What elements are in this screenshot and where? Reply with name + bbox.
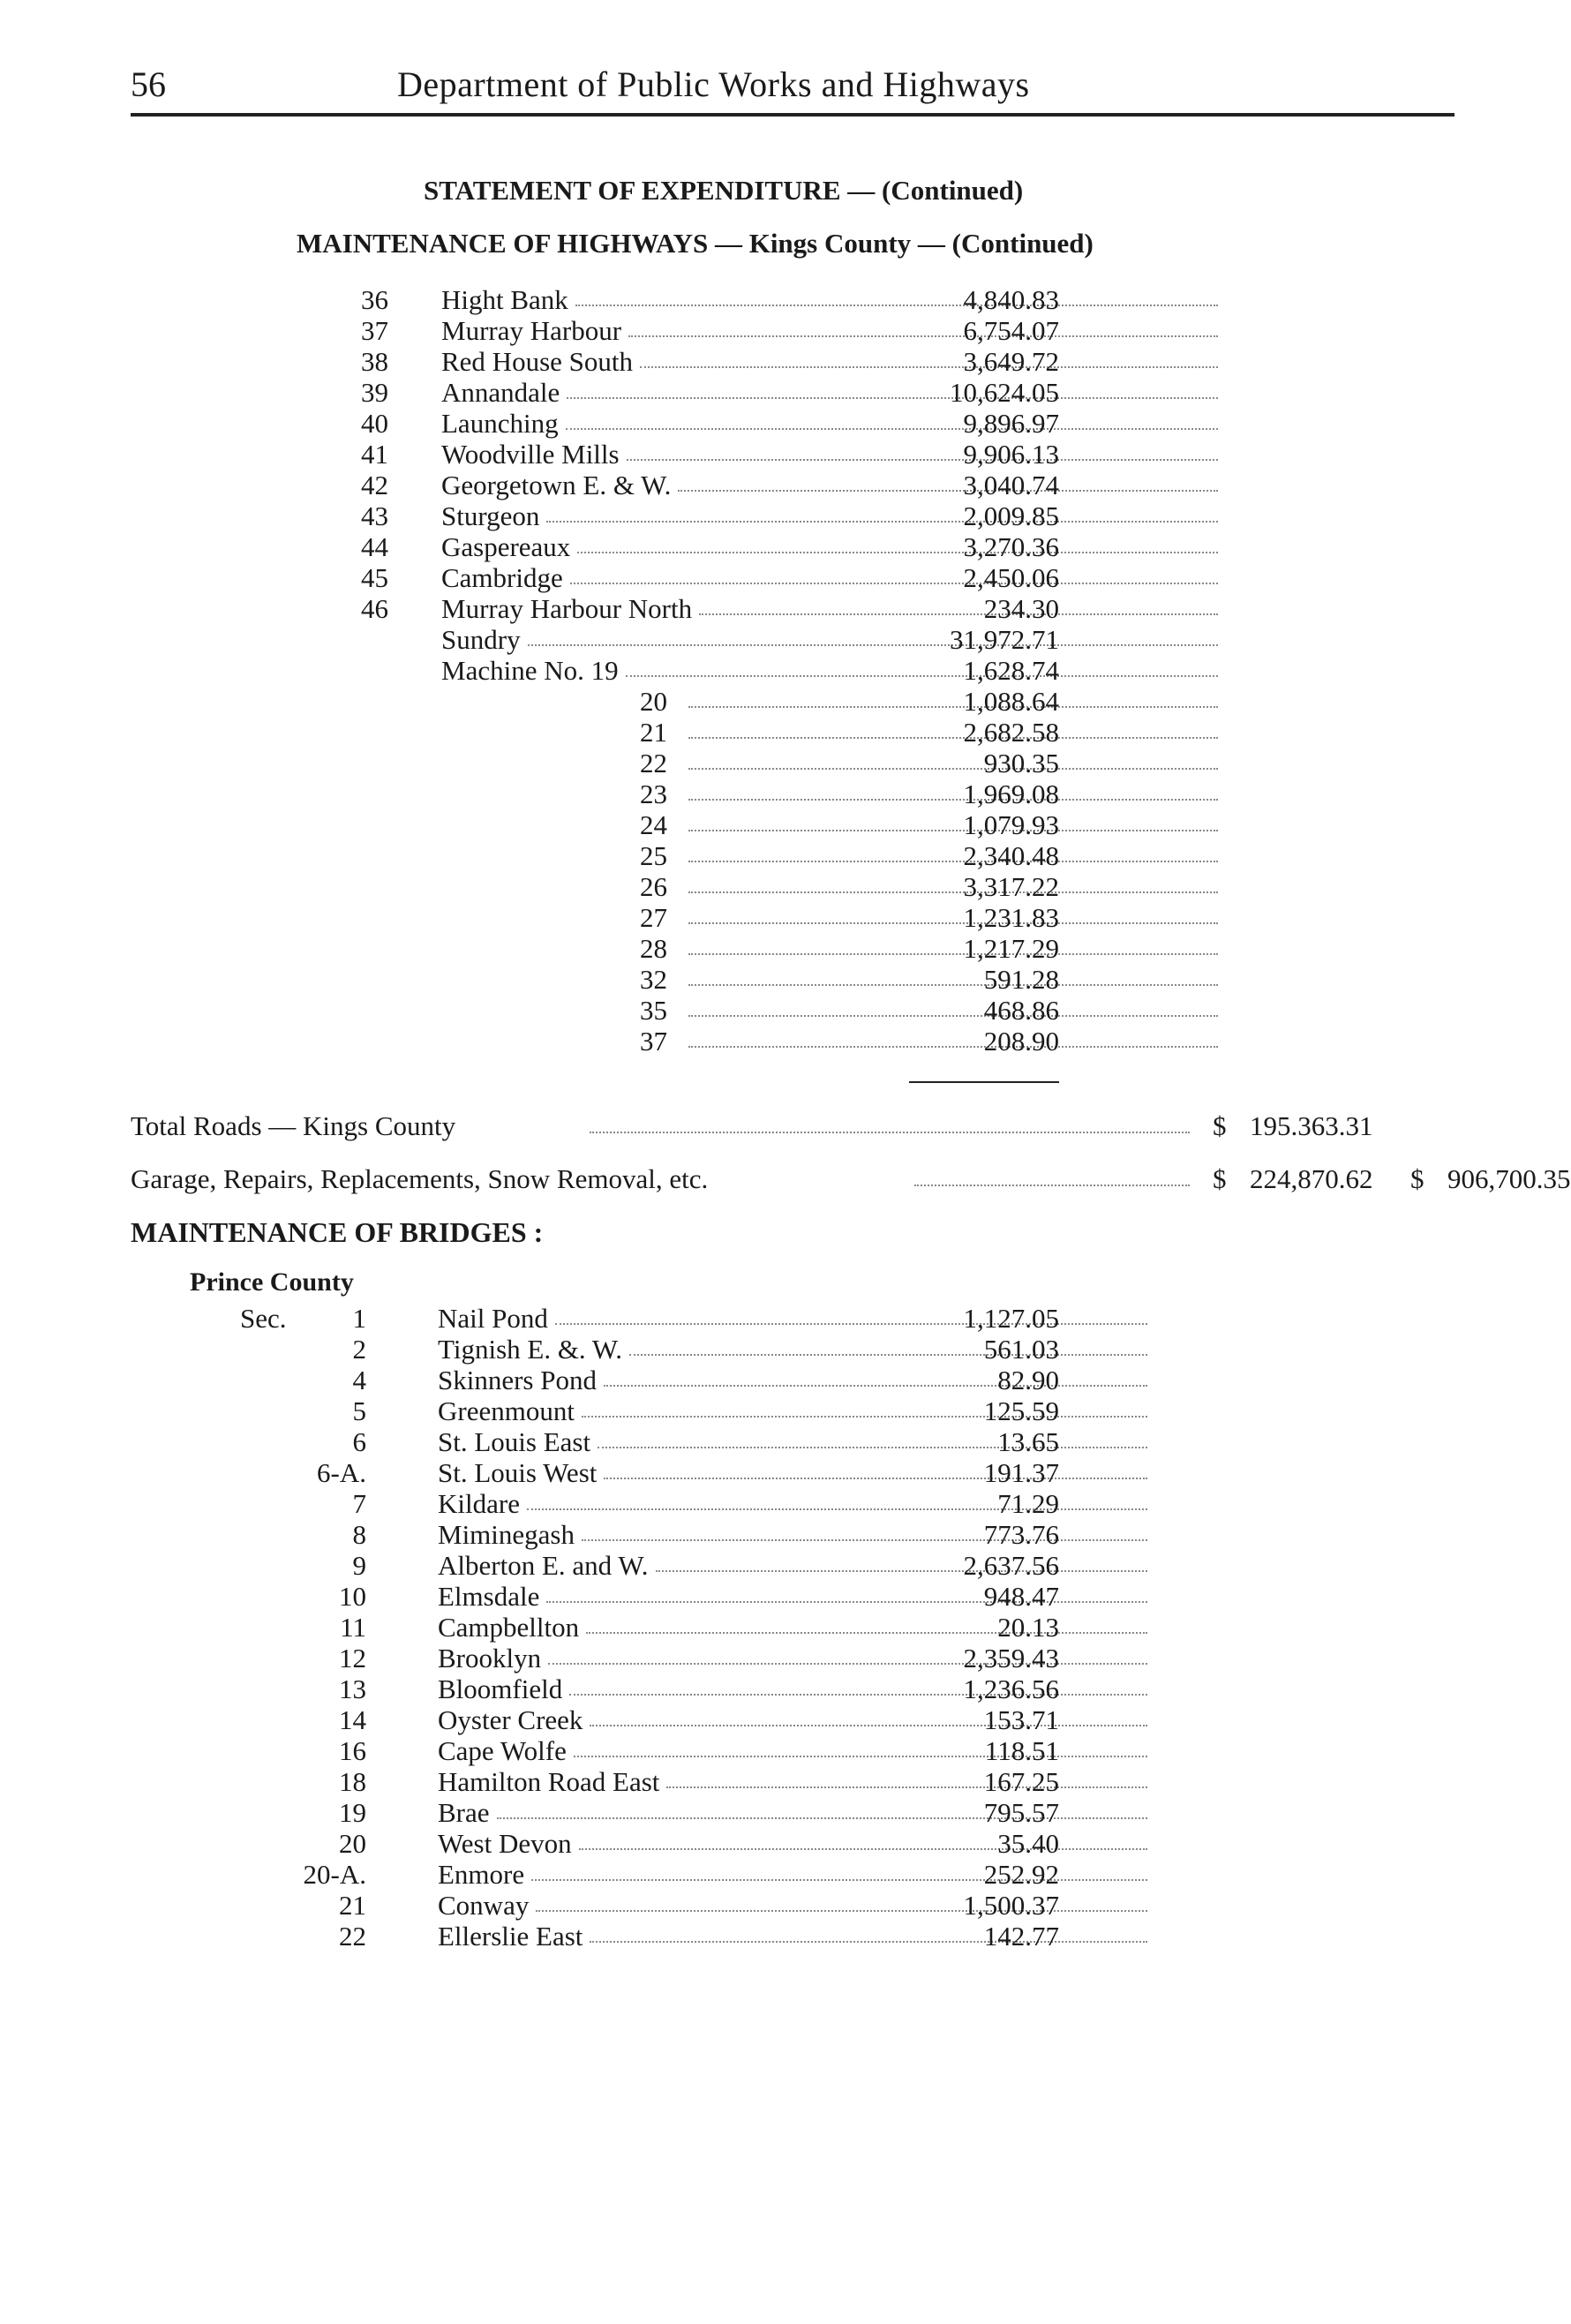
page-header [131, 58, 1454, 115]
table-row [335, 284, 1059, 315]
section-number: 45 [361, 562, 388, 593]
amount: 13.65 [997, 1426, 1059, 1457]
garage-label: Garage, Repairs, Replacements, Snow Removal, etc. [131, 1163, 709, 1194]
table-row [265, 1488, 1059, 1519]
dot-leader [546, 521, 1218, 523]
table-row [265, 1828, 1059, 1859]
section-number: 20 [339, 1828, 366, 1859]
amount: 773.76 [983, 1519, 1059, 1550]
table-row [265, 1334, 1059, 1365]
bridge-name: Tignish E. &. W. [438, 1334, 623, 1365]
table-row [335, 377, 1059, 408]
amount: 2,682.58 [963, 717, 1059, 748]
dot-leader [528, 644, 1218, 646]
table-row [265, 1673, 1059, 1704]
bridge-name: Ellerslie East [438, 1921, 583, 1952]
amount: 71.29 [997, 1488, 1059, 1519]
amount: 468.86 [983, 995, 1059, 1026]
table-row [265, 1797, 1059, 1828]
dot-leader [688, 1046, 1218, 1048]
section-number: 11 [340, 1612, 366, 1643]
amount: 20.13 [997, 1612, 1059, 1643]
amount: 1,079.93 [963, 809, 1059, 840]
amount: 191.37 [983, 1457, 1059, 1488]
table-row [265, 1426, 1059, 1457]
section-number: 41 [361, 439, 388, 470]
bridge-name: St. Louis West [438, 1457, 598, 1488]
dot-leader [688, 737, 1218, 739]
dot-leader [626, 675, 1218, 677]
section-number: 2 [352, 1334, 366, 1365]
table-row [335, 562, 1059, 593]
garage-amount: 224,870.62 [1250, 1163, 1373, 1194]
machine-number: 20 [640, 686, 667, 717]
grand-total: 906,700.35 [1447, 1163, 1571, 1194]
amount: 2,340.48 [963, 840, 1059, 871]
dot-leader [586, 1632, 1147, 1634]
table-row [335, 593, 1059, 624]
dollar-sign: $ [1410, 1163, 1424, 1194]
dot-leader [567, 397, 1218, 399]
amount: 2,359.43 [963, 1643, 1059, 1673]
amount: 9,896.97 [963, 408, 1059, 439]
amount: 31,972.71 [950, 624, 1059, 655]
section-number: 37 [361, 315, 388, 346]
table-row [265, 1581, 1059, 1612]
page-title: Department of Public Works and Highways [397, 64, 1030, 104]
dot-leader [914, 1185, 1190, 1186]
bridge-name: Campbellton [438, 1612, 580, 1643]
table-row [335, 408, 1059, 439]
bridge-name: Hamilton Road East [438, 1766, 660, 1797]
table-row [265, 1395, 1059, 1426]
amount: 795.57 [983, 1797, 1059, 1828]
bridge-name: Elmsdale [438, 1581, 540, 1612]
table-row [335, 902, 1059, 933]
dot-leader [590, 1132, 1190, 1133]
bridge-name: Cape Wolfe [438, 1735, 567, 1766]
section-number: 18 [339, 1766, 366, 1797]
dot-leader [666, 1786, 1147, 1788]
table-row [335, 933, 1059, 964]
total-roads-amount: 195.363.31 [1250, 1110, 1373, 1141]
section-number: 16 [339, 1735, 366, 1766]
dot-leader [656, 1570, 1148, 1572]
section-number: 10 [339, 1581, 366, 1612]
amount: 1,127.05 [963, 1303, 1059, 1334]
dot-leader [688, 953, 1218, 955]
road-name: Machine No. 19 [441, 655, 619, 686]
table-row [335, 686, 1059, 717]
bridge-name: St. Louis East [438, 1426, 591, 1457]
total-roads-row [131, 1110, 1373, 1142]
amount: 82.90 [997, 1365, 1059, 1395]
section-number: 8 [352, 1519, 366, 1550]
table-row [335, 531, 1059, 562]
section-number: 36 [361, 284, 388, 315]
road-name: Red House South [441, 346, 633, 377]
amount: 1,217.29 [963, 933, 1059, 964]
machine-number: 21 [640, 717, 667, 748]
dot-leader [688, 861, 1218, 862]
amount: 1,088.64 [963, 686, 1059, 717]
amount: 9,906.13 [963, 439, 1059, 470]
section-number: 5 [352, 1395, 366, 1426]
amount: 2,637.56 [963, 1550, 1059, 1581]
page-number: 56 [131, 64, 166, 104]
dot-leader [699, 613, 1218, 615]
amount: 3,317.22 [963, 871, 1059, 902]
machine-number: 24 [640, 809, 667, 840]
dot-leader [582, 1539, 1147, 1541]
statement-title: STATEMENT OF EXPENDITURE — (Continued) [424, 175, 1024, 206]
dot-leader [569, 1694, 1147, 1696]
table-row [335, 655, 1059, 686]
section-number: 46 [361, 593, 388, 624]
amount: 142.77 [983, 1921, 1059, 1952]
section-number: 39 [361, 377, 388, 408]
table-row [335, 470, 1059, 500]
dot-leader [579, 1848, 1147, 1850]
dot-leader [582, 1416, 1147, 1418]
dollar-sign: $ [1213, 1110, 1227, 1141]
machine-number: 25 [640, 840, 667, 871]
table-row [265, 1735, 1059, 1766]
bridge-name: Brooklyn [438, 1643, 542, 1673]
machine-number: 32 [640, 964, 667, 995]
section-number: 1 [352, 1303, 366, 1334]
table-row [265, 1519, 1059, 1550]
amount: 930.35 [983, 748, 1059, 778]
dot-leader [688, 799, 1218, 801]
table-row [265, 1859, 1059, 1890]
section-number: 21 [339, 1890, 366, 1921]
machine-number: 23 [640, 778, 667, 809]
bridge-name: Conway [438, 1890, 530, 1921]
section-number: 40 [361, 408, 388, 439]
section-number: 13 [339, 1673, 366, 1704]
dot-leader [566, 428, 1218, 430]
table-row [335, 964, 1059, 995]
section-number: 14 [339, 1704, 366, 1735]
dot-leader [570, 583, 1218, 584]
table-row [335, 778, 1059, 809]
amount: 118.51 [984, 1735, 1059, 1766]
amount: 35.40 [997, 1828, 1059, 1859]
amount: 2,009.85 [963, 500, 1059, 531]
road-name: Georgetown E. & W. [441, 470, 672, 500]
amount: 10,624.05 [950, 377, 1059, 408]
section-number: 9 [352, 1550, 366, 1581]
dot-leader [590, 1725, 1147, 1726]
section-number: 22 [339, 1921, 366, 1952]
amount: 1,500.37 [963, 1890, 1059, 1921]
section-number: 19 [339, 1797, 366, 1828]
dot-leader [688, 1015, 1218, 1017]
section-number: 44 [361, 531, 388, 562]
header-rule [131, 113, 1454, 117]
bridge-name: Brae [438, 1797, 490, 1828]
section-number: 7 [352, 1488, 366, 1519]
dollar-sign: $ [1213, 1163, 1227, 1194]
table-row [265, 1766, 1059, 1797]
table-row [265, 1612, 1059, 1643]
machine-number: 35 [640, 995, 667, 1026]
dot-leader [628, 335, 1218, 337]
machine-number: 28 [640, 933, 667, 964]
dot-leader [678, 490, 1218, 492]
machine-number: 27 [640, 902, 667, 933]
road-name: Launching [441, 408, 559, 439]
dot-leader [590, 1941, 1147, 1943]
amount: 125.59 [983, 1395, 1059, 1426]
table-row [265, 1890, 1059, 1921]
table-row [335, 439, 1059, 470]
table-row [265, 1303, 1059, 1334]
dot-leader [640, 366, 1218, 368]
dot-leader [688, 891, 1218, 893]
table-row [335, 315, 1059, 346]
bridges-title: MAINTENANCE OF BRIDGES : [131, 1216, 544, 1248]
table-row [265, 1365, 1059, 1395]
table-row [265, 1921, 1059, 1952]
amount: 1,236.56 [963, 1673, 1059, 1704]
dot-leader [688, 706, 1218, 708]
amount: 1,628.74 [963, 655, 1059, 686]
road-name: Sturgeon [441, 500, 540, 531]
road-name: Gaspereaux [441, 531, 571, 562]
dot-leader [627, 459, 1218, 461]
dot-leader [574, 1756, 1147, 1757]
table-row [335, 717, 1059, 748]
table-row [265, 1643, 1059, 1673]
table-row [335, 809, 1059, 840]
bridge-name: Greenmount [438, 1395, 575, 1426]
section-number: 43 [361, 500, 388, 531]
road-name: Cambridge [441, 562, 563, 593]
amount: 1,969.08 [963, 778, 1059, 809]
road-name: Murray Harbour North [441, 593, 693, 624]
amount: 591.28 [983, 964, 1059, 995]
amount: 234.30 [983, 593, 1059, 624]
dot-leader [688, 984, 1218, 986]
road-name: Annandale [441, 377, 560, 408]
dot-leader [598, 1447, 1147, 1448]
machine-number: 37 [640, 1026, 667, 1057]
bridge-name: Oyster Creek [438, 1704, 583, 1735]
bridge-name: Skinners Pond [438, 1365, 597, 1395]
section-number: 6 [352, 1426, 366, 1457]
section-number: 6-A. [317, 1457, 366, 1488]
dot-leader [577, 552, 1218, 553]
road-name: Woodville Mills [441, 439, 620, 470]
amount: 6,754.07 [963, 315, 1059, 346]
dot-leader [604, 1385, 1147, 1387]
section-number: 42 [361, 470, 388, 500]
amount: 2,450.06 [963, 562, 1059, 593]
table-row [335, 840, 1059, 871]
amount: 3,270.36 [963, 531, 1059, 562]
amount: 948.47 [983, 1581, 1059, 1612]
table-row [335, 1026, 1059, 1057]
total-roads-label: Total Roads — Kings County [131, 1110, 456, 1141]
section-number: 38 [361, 346, 388, 377]
road-name: Hight Bank [441, 284, 568, 315]
bridge-name: Nail Pond [438, 1303, 548, 1334]
total-rule [909, 1081, 1059, 1083]
amount: 3,649.72 [963, 346, 1059, 377]
dot-leader [688, 922, 1218, 924]
dot-leader [688, 830, 1218, 831]
road-name: Sundry [441, 624, 521, 655]
section-title: MAINTENANCE OF HIGHWAYS — Kings County — (Continued) [297, 228, 1094, 259]
table-row [335, 995, 1059, 1026]
road-name: Murray Harbour [441, 315, 622, 346]
table-row [335, 871, 1059, 902]
bridge-name: West Devon [438, 1828, 572, 1859]
dot-leader [629, 1354, 1147, 1356]
bridge-name: Miminegash [438, 1519, 575, 1550]
amount: 153.71 [983, 1704, 1059, 1735]
bridge-name: Bloomfield [438, 1673, 563, 1704]
garage-row [131, 1163, 1571, 1195]
amount: 561.03 [983, 1334, 1059, 1365]
amount: 1,231.83 [963, 902, 1059, 933]
prince-county-heading: Prince County [190, 1267, 354, 1297]
table-row [265, 1550, 1059, 1581]
dot-leader [688, 768, 1218, 770]
section-number: 4 [352, 1365, 366, 1395]
section-number: 20-A. [303, 1859, 366, 1890]
table-row [335, 500, 1059, 531]
table-row [265, 1457, 1059, 1488]
table-row [265, 1704, 1059, 1735]
amount: 167.25 [983, 1766, 1059, 1797]
bridge-name: Alberton E. and W. [438, 1550, 649, 1581]
amount: 3,040.74 [963, 470, 1059, 500]
dot-leader [604, 1478, 1147, 1479]
amount: 4,840.83 [963, 284, 1059, 315]
dot-leader [575, 305, 1218, 306]
sec-label: Sec. [240, 1303, 287, 1334]
table-row [335, 346, 1059, 377]
amount: 208.90 [983, 1026, 1059, 1057]
machine-number: 26 [640, 871, 667, 902]
amount: 252.92 [983, 1859, 1059, 1890]
table-row [335, 624, 1059, 655]
table-row [335, 748, 1059, 778]
section-number: 12 [339, 1643, 366, 1673]
bridge-name: Kildare [438, 1488, 520, 1519]
bridge-name: Enmore [438, 1859, 525, 1890]
machine-number: 22 [640, 748, 667, 778]
